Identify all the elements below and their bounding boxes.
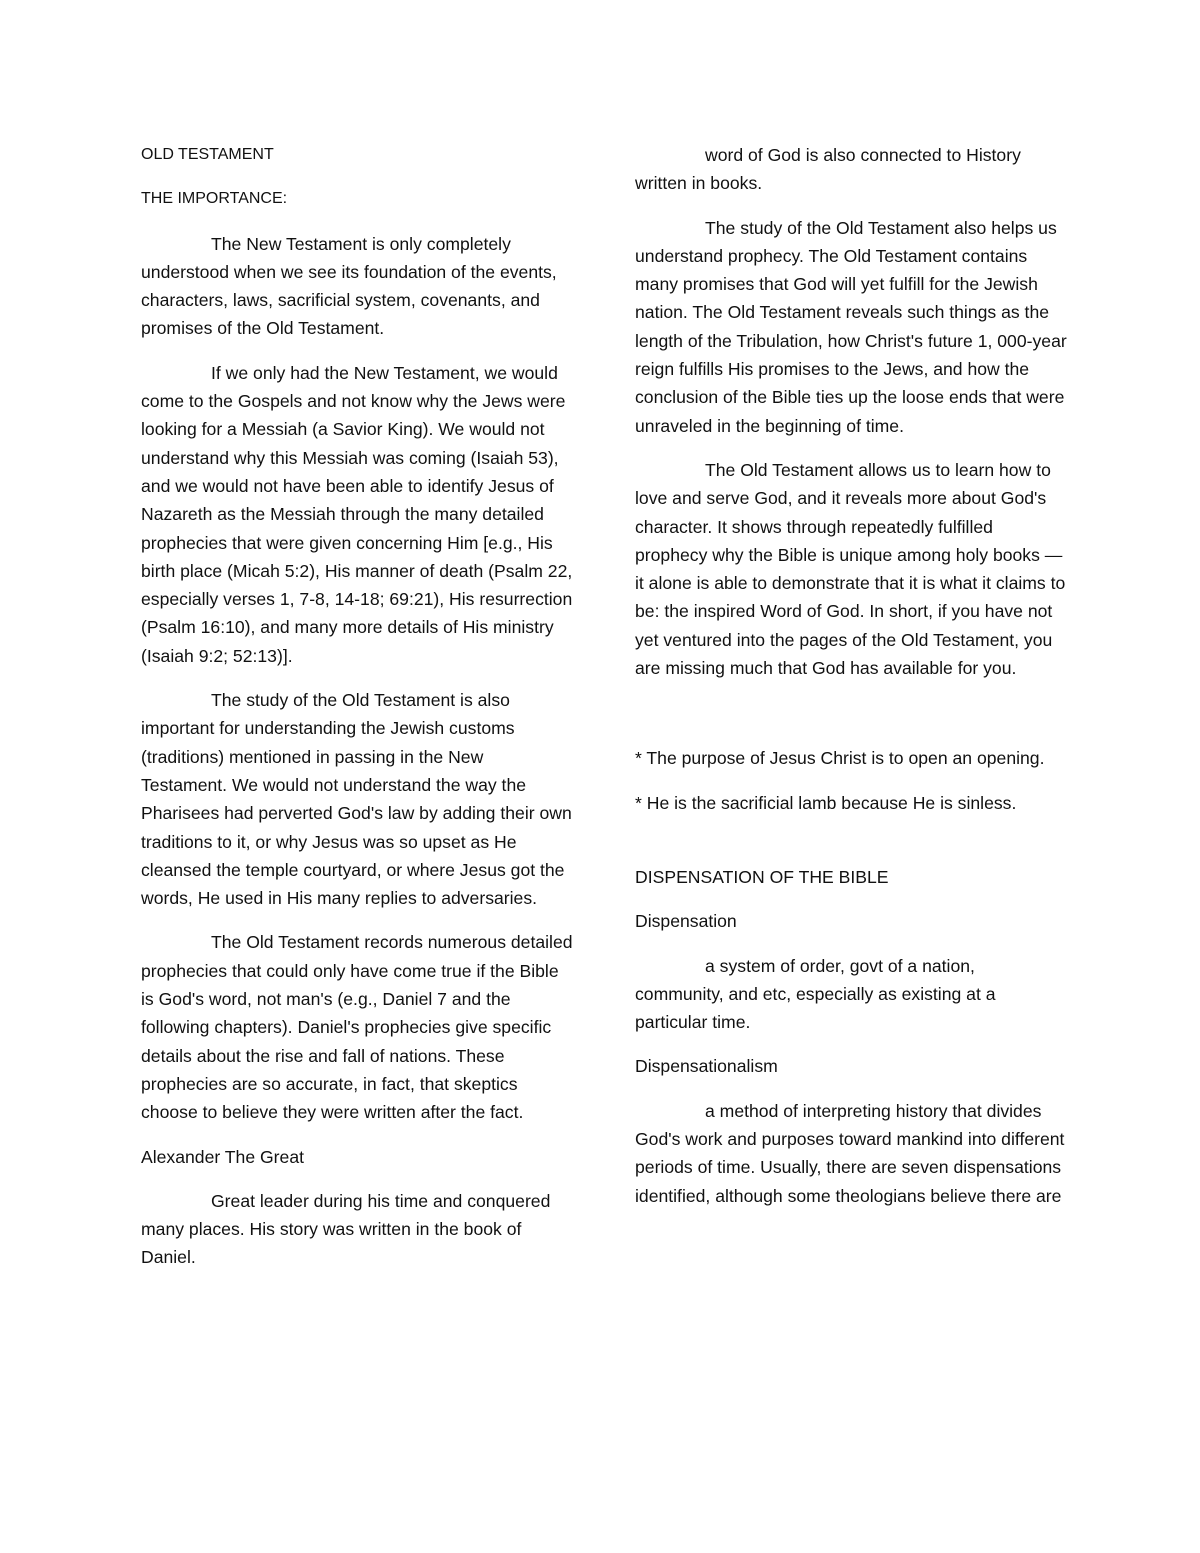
- paragraph: The Old Testament records numerous detailed prophecies that could only have come true if the Bible is God's word, not man's (e.g., Daniel 7 and the following chapters). Daniel's prophecies give specific details about the rise and fall of nations. These prophecies are so accurate, in fact, that skeptics choose to believe they were written after the fact.: [141, 932, 573, 1123]
- definition-dispensationalism: a method of interpreting history that divides God's work and purposes toward mankind into different periods of time. Usually, there are seven dispensations identified, although some theologians believe there are: [635, 1100, 1065, 1206]
- note: * He is the sacrificial lamb because He is sinless.: [635, 792, 1017, 813]
- right-column: [635, 141, 1067, 1226]
- paragraph-alexander: Great leader during his time and conquered many places. His story was written in the book of Daniel.: [141, 1190, 551, 1268]
- term-dispensationalism: Dispensationalism: [635, 1056, 778, 1077]
- left-column: [141, 141, 573, 1288]
- document-title: OLD TESTAMENT: [141, 146, 274, 163]
- paragraph: The study of the Old Testament also helps us understand prophecy. The Old Testament contains many promises that God will yet fulfill for the Jewish nation. The Old Testament reveals such things as the length of the Tribulation, how Christ's future 1, 000-year reign fulfills His promises to the Jews, and how the conclusion of the Bible ties up the loose ends that were unraveled in the beginning of time.: [635, 217, 1067, 436]
- paragraph: The Old Testament allows us to learn how to love and serve God, and it reveals more about God's character. It shows through repeatedly fulfilled prophecy why the Bible is unique among holy books —it alone is able to demonstrate that it is what it claims to be: the inspired Word of God. In short, if you have not yet ventured into the pages of the Old Testament, you are missing much that God has available for you.: [635, 459, 1066, 679]
- note: * The purpose of Jesus Christ is to open an opening.: [635, 748, 1045, 769]
- section-heading-dispensation: DISPENSATION OF THE BIBLE: [635, 866, 889, 887]
- paragraph-continued: word of God is also connected to History written in books.: [635, 145, 1021, 194]
- paragraph: If we only had the New Testament, we would come to the Gospels and not know why the Jews were looking for a Messiah (a Savior King). We would not understand why this Messiah was coming (Isaiah 53), and we would not have been able to identify Jesus of Nazareth as the Messiah through the many detailed prophecies that were given concerning Him [e.g., His birth place (Micah 5:2), His manner of death (Psalm 22, especially verses 1, 7-8, 14-18; 69:21), His resurrection (Psalm 16:10), and many more details of His ministry (Isaiah 9:2; 52:13)].: [141, 362, 573, 666]
- paragraph: The New Testament is only completely understood when we see its foundation of the events, characters, laws, sacrificial system, covenants, and promises of the Old Testament.: [141, 233, 557, 339]
- subheading-alexander: Alexander The Great: [141, 1146, 304, 1167]
- definition-dispensation: a system of order, govt of a nation, community, and etc, especially as existing at a particular time.: [635, 955, 996, 1033]
- paragraph: The study of the Old Testament is also important for understanding the Jewish customs (traditions) mentioned in passing in the New Testament. We would not understand the way the Pharisees had perverted God's law by adding their own traditions to it, or why Jesus was so upset as He cleansed the temple courtyard, or where Jesus got the words, He used in His many replies to adversaries.: [141, 690, 572, 909]
- section-heading-importance: THE IMPORTANCE:: [141, 190, 288, 208]
- term-dispensation: Dispensation: [635, 911, 737, 932]
